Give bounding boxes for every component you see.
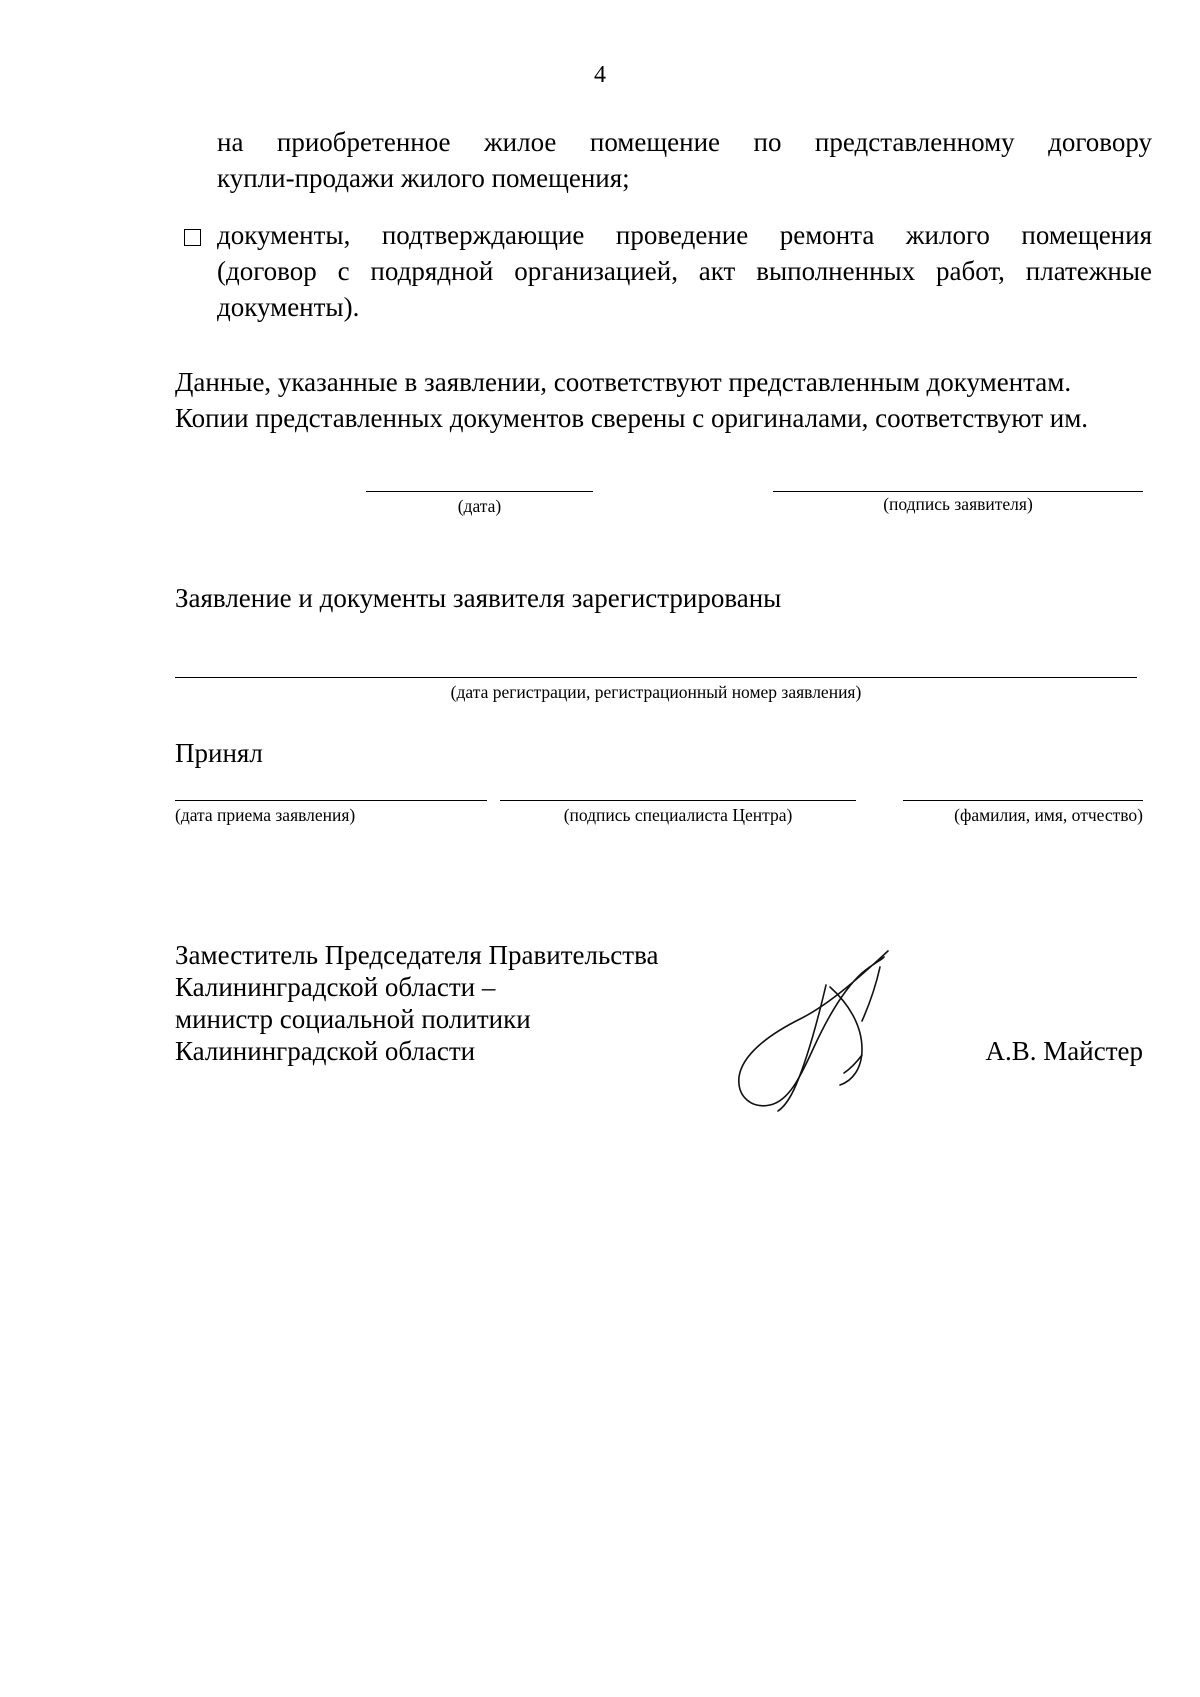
statement-line2: Копии представленных документов сверены с оригиналами, соответствуют им.: [175, 403, 1089, 433]
registration-caption: (дата регистрации, регистрационный номер заявления): [450, 682, 862, 702]
signature-flourish-stroke: [862, 967, 880, 1021]
registration-line: [175, 677, 1137, 678]
list-item-repair-line1: документы, подтверждающие проведение ремонта жилого помещения: [217, 220, 1152, 250]
signatory-title-line4: Калининградской области: [175, 1036, 476, 1066]
acceptance-date-caption: (дата приема заявления): [175, 805, 356, 825]
full-name-caption: (фамилия, имя, отчество): [954, 805, 1143, 825]
applicant-signature-caption: (подпись заявителя): [883, 494, 1033, 514]
full-name-line: [903, 800, 1143, 801]
specialist-signature-line: [500, 800, 856, 801]
signatory-title-line1: Заместитель Председателя Правительства: [175, 940, 659, 970]
signatory-title-line2: Калининградской области –: [175, 972, 496, 1002]
acceptance-date-line: [175, 800, 487, 801]
signature-curve-stroke: [830, 987, 862, 1085]
statement-line1: Данные, указанные в заявлении, соответствуют представленным документам.: [175, 367, 1072, 397]
signature-loop-stroke: [739, 951, 888, 1106]
acceptance-heading: Принял: [175, 738, 263, 768]
list-item-continued-line2: купли-продажи жилого помещения;: [217, 163, 630, 193]
checkbox-icon: [184, 229, 201, 246]
signatory-title-line3: министр социальной политики: [175, 1004, 531, 1034]
signature-vertical-stroke: [778, 985, 826, 1111]
list-item-repair-line3: документы).: [217, 292, 360, 322]
date-line: [366, 491, 593, 492]
list-item-continued-line1: на приобретенное жилое помещение по представленному договору: [217, 127, 1152, 157]
list-item-repair-line2: (договор с подрядной организацией, акт выполненных работ, платежные: [217, 256, 1152, 286]
handwritten-signature: [730, 945, 910, 1115]
registration-heading: Заявление и документы заявителя зарегистрированы: [175, 583, 782, 613]
specialist-signature-caption: (подпись специалиста Центра): [563, 805, 793, 825]
page-number: 4: [594, 62, 606, 88]
applicant-signature-line: [773, 491, 1143, 492]
date-caption: (дата): [457, 496, 502, 516]
signatory-name: А.В. Майстер: [985, 1036, 1143, 1066]
